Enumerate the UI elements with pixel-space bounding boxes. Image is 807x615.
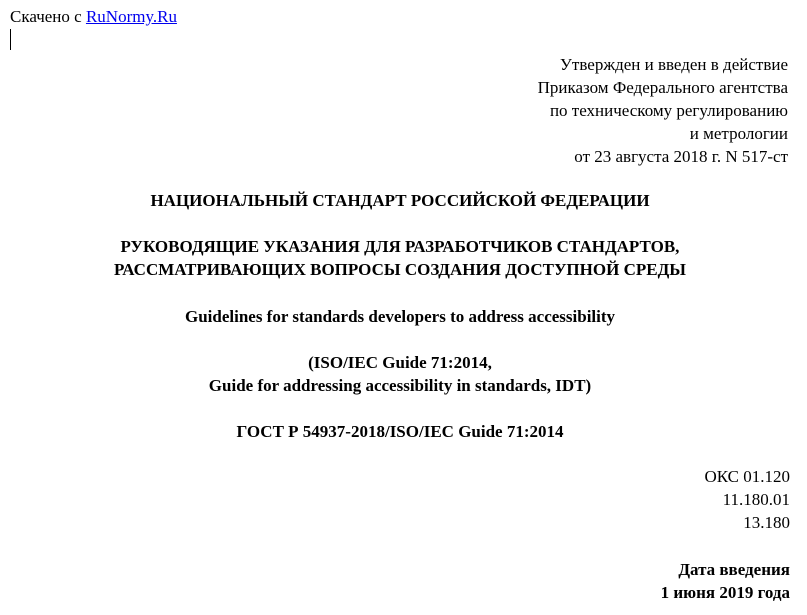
oks-code: 13.180 (743, 513, 790, 532)
gost-number: ГОСТ Р 54937-2018/ISO/IEC Guide 71:2014 (236, 422, 564, 441)
text-cursor (10, 29, 11, 50)
oks-classification (704, 465, 790, 534)
iso-reference (0, 351, 800, 397)
oks-code: 11.180.01 (722, 490, 790, 509)
oks-code: ОКС 01.120 (704, 467, 790, 486)
approval-line: Приказом Федерального агентства (537, 78, 788, 97)
english-title: Guidelines for standards developers to address accessibility (184, 307, 616, 326)
national-standard-title: НАЦИОНАЛЬНЫЙ СТАНДАРТ РОССИЙСКОЙ ФЕДЕРАЦИИ (150, 191, 650, 210)
effective-date-label: Дата введения (678, 560, 790, 579)
approval-line: Утвержден и введен в действие (559, 55, 788, 74)
source-prefix: Скачено с (10, 7, 82, 26)
effective-date-value: 1 июня 2019 года (660, 583, 790, 602)
guide-title (0, 235, 800, 281)
iso-reference-line: Guide for addressing accessibility in standards, IDT) (208, 376, 592, 395)
runormy-link[interactable]: RuNormy.Ru (85, 7, 177, 26)
guide-title-line: РАССМАТРИВАЮЩИХ ВОПРОСЫ СОЗДАНИЯ ДОСТУПНОЙ СРЕДЫ (114, 260, 686, 279)
approval-line: и метрологии (689, 124, 788, 143)
approval-line: от 23 августа 2018 г. N 517-ст (574, 147, 788, 166)
approval-line: по техническому регулированию (549, 101, 788, 120)
approval-block (538, 53, 788, 168)
effective-date-block (661, 558, 790, 604)
source-line (10, 7, 177, 27)
iso-reference-line: (ISO/IEC Guide 71:2014, (308, 353, 492, 372)
guide-title-line: РУКОВОДЯЩИЕ УКАЗАНИЯ ДЛЯ РАЗРАБОТЧИКОВ СТАНДАРТОВ, (120, 237, 680, 256)
